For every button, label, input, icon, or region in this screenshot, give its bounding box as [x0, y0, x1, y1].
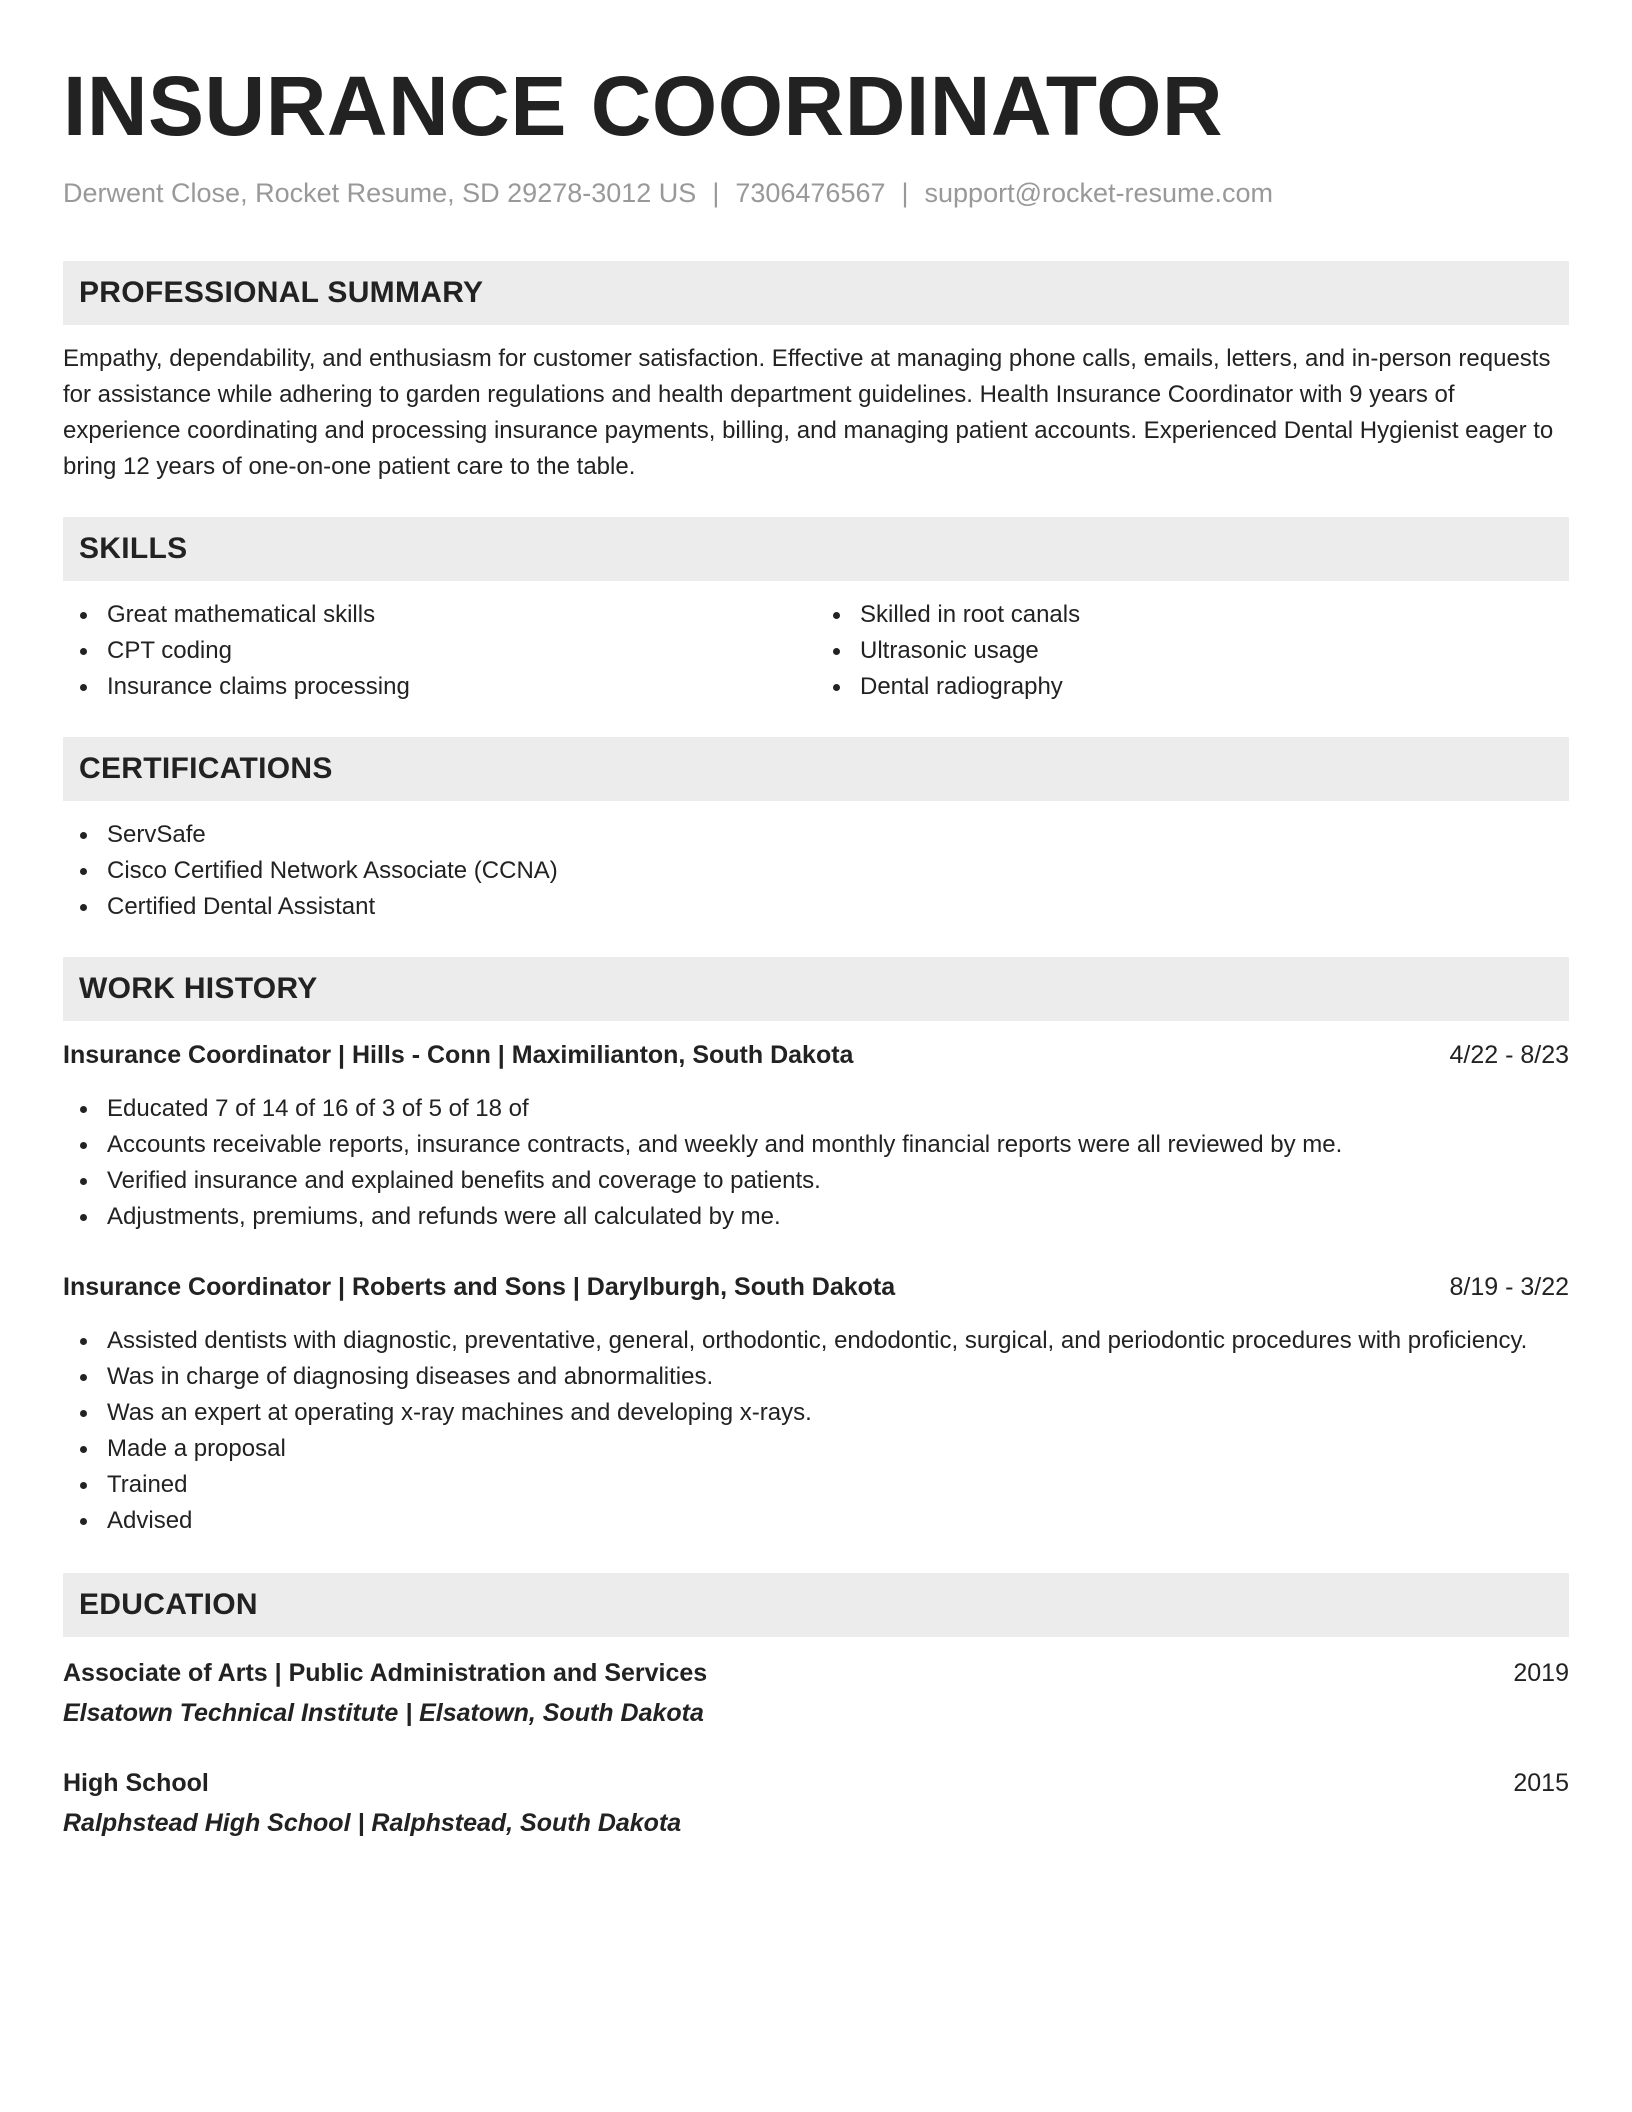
education-year: 2015: [1513, 1769, 1569, 1797]
certification-item: ServSafe: [63, 817, 1569, 853]
contact-email: support@rocket-resume.com: [924, 178, 1274, 208]
section-title: WORK HISTORY: [79, 972, 318, 1005]
job-bullet: Made a proposal: [63, 1431, 1569, 1467]
job-bullet: Was in charge of diagnosing diseases and abnormalities.: [63, 1359, 1569, 1395]
skills-grid: [63, 597, 1569, 705]
education-header: [63, 1655, 1569, 1691]
skills-column-left: [63, 597, 816, 705]
job-dates: 8/19 - 3/22: [1449, 1273, 1569, 1301]
job-title: Insurance Coordinator | Hills - Conn | Maximilianton, South Dakota: [63, 1041, 854, 1069]
job-bullet: Verified insurance and explained benefits and coverage to patients.: [63, 1163, 1569, 1199]
education-school: Elsatown Technical Institute | Elsatown, South Dakota: [63, 1699, 704, 1727]
contact-address: Derwent Close, Rocket Resume, SD 29278-3012 US: [63, 178, 697, 208]
skill-item: Dental radiography: [816, 669, 1569, 705]
education-header: [63, 1765, 1569, 1801]
certification-list: [63, 817, 1569, 925]
summary-text: Empathy, dependability, and enthusiasm for customer satisfaction. Effective at managing phone calls, emails, letters, and in-person requests for assistance while adhering to garden regulations and health department guidelines. Health Insurance Coordinator with 9 years of experience coordinating and processing insurance payments, billing, and managing patient accounts. Experienced Dental Hygienist eager to bring 12 years of one-on-one patient care to the table.: [63, 345, 1554, 480]
contact-line: [63, 176, 1569, 210]
skill-item: Ultrasonic usage: [816, 633, 1569, 669]
job-header: [63, 1269, 1569, 1305]
section-header-summary: [63, 261, 1569, 325]
job-bullet: Advised: [63, 1503, 1569, 1539]
section-header-education: [63, 1573, 1569, 1637]
section-header-work-history: [63, 957, 1569, 1021]
job-header: [63, 1037, 1569, 1073]
job-title: Insurance Coordinator | Roberts and Sons | Darylburgh, South Dakota: [63, 1273, 896, 1301]
certification-item: Cisco Certified Network Associate (CCNA): [63, 853, 1569, 889]
skill-item: Skilled in root canals: [816, 597, 1569, 633]
section-title: CERTIFICATIONS: [79, 752, 333, 785]
section-header-certifications: [63, 737, 1569, 801]
job-bullet: Was an expert at operating x-ray machines and developing x-rays.: [63, 1395, 1569, 1431]
education-school: Ralphstead High School | Ralphstead, South Dakota: [63, 1809, 682, 1837]
education-year: 2019: [1513, 1659, 1569, 1687]
section-title: EDUCATION: [79, 1588, 258, 1621]
job-bullet: Trained: [63, 1467, 1569, 1503]
skills-column-right: [816, 597, 1569, 705]
job-bullet: Accounts receivable reports, insurance contracts, and weekly and monthly financial reports were all reviewed by me.: [63, 1127, 1569, 1163]
job-bullet-list: [63, 1323, 1569, 1539]
education-degree: High School: [63, 1769, 209, 1797]
job-dates: 4/22 - 8/23: [1449, 1041, 1569, 1069]
section-title: PROFESSIONAL SUMMARY: [79, 276, 484, 309]
section-header-skills: [63, 517, 1569, 581]
resume-name: INSURANCE COORDINATOR: [63, 59, 1224, 153]
contact-phone: 7306476567: [735, 178, 886, 208]
section-title: SKILLS: [79, 532, 188, 565]
skill-item: Insurance claims processing: [63, 669, 816, 705]
education-degree: Associate of Arts | Public Administration and Services: [63, 1659, 708, 1687]
skill-item: CPT coding: [63, 633, 816, 669]
contact-separator: |: [901, 178, 909, 208]
skill-item: Great mathematical skills: [63, 597, 816, 633]
job-bullet: Adjustments, premiums, and refunds were all calculated by me.: [63, 1199, 1569, 1235]
certification-item: Certified Dental Assistant: [63, 889, 1569, 925]
job-bullet: Educated 7 of 14 of 16 of 3 of 5 of 18 of: [63, 1091, 1569, 1127]
job-bullet-list: [63, 1091, 1569, 1235]
job-bullet: Assisted dentists with diagnostic, preventative, general, orthodontic, endodontic, surgical, and periodontic procedures with proficiency.: [63, 1323, 1569, 1359]
contact-separator: |: [712, 178, 720, 208]
